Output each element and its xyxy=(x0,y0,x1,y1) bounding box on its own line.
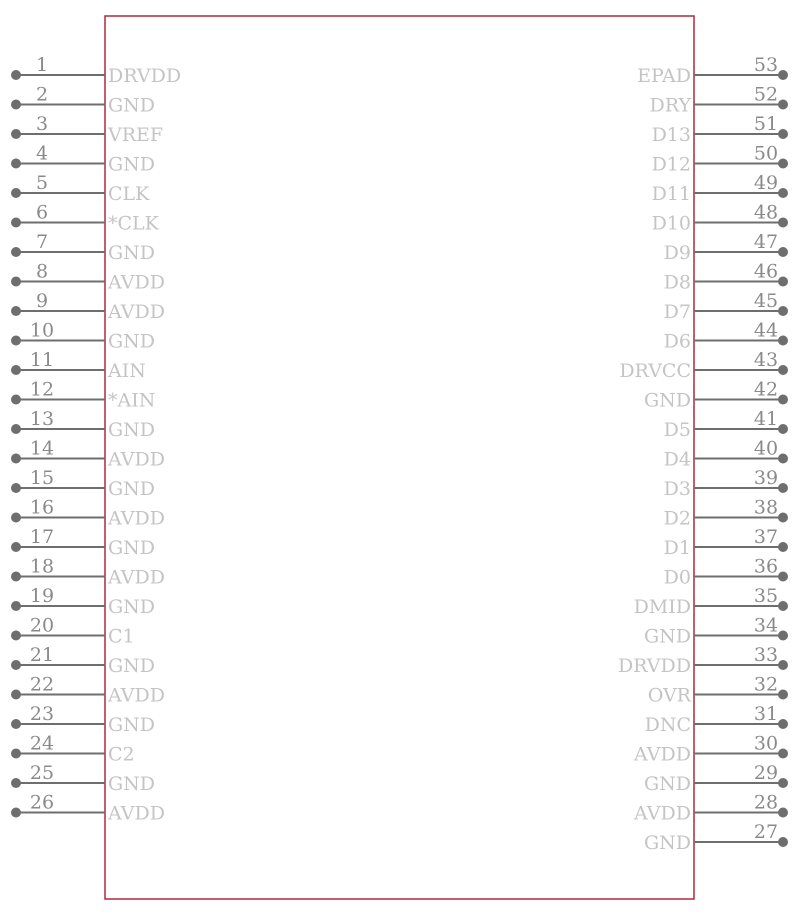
pin-number: 44 xyxy=(753,319,779,342)
pin-number: 47 xyxy=(753,231,779,253)
pin-39 xyxy=(664,467,788,500)
pin-endpoint-dot xyxy=(11,247,21,257)
pin-number: 13 xyxy=(29,408,55,430)
pin-name: GND xyxy=(108,537,156,559)
pin-endpoint-dot xyxy=(11,100,21,110)
pin-5 xyxy=(11,172,150,205)
pin-number: 18 xyxy=(29,555,55,578)
pin-endpoint-dot xyxy=(11,277,21,287)
pin-name: D13 xyxy=(651,124,691,146)
pin-4 xyxy=(11,143,155,176)
pin-36 xyxy=(664,556,788,589)
pin-endpoint-dot xyxy=(778,542,788,552)
pin-endpoint-dot xyxy=(778,601,788,611)
pin-endpoint-dot xyxy=(778,306,788,316)
pin-number: 15 xyxy=(29,467,55,489)
pin-endpoint-dot xyxy=(11,454,21,464)
pin-51 xyxy=(652,113,788,146)
pin-endpoint-dot xyxy=(778,159,788,169)
pin-number: 26 xyxy=(29,791,55,814)
pin-46 xyxy=(664,261,788,294)
pin-endpoint-dot xyxy=(778,100,788,110)
pin-endpoint-dot xyxy=(11,483,21,493)
pin-name: GND xyxy=(108,714,156,736)
pin-endpoint-dot xyxy=(11,218,21,228)
pin-name: EPAD xyxy=(637,65,691,87)
component-body-outline xyxy=(105,16,694,899)
pin-number: 43 xyxy=(753,349,779,371)
pin-name: VREF xyxy=(108,124,164,146)
pin-number: 34 xyxy=(753,614,779,637)
pin-name: GND xyxy=(643,832,691,854)
pin-name: GND xyxy=(108,596,156,618)
pin-48 xyxy=(652,202,788,235)
pin-name: GND xyxy=(108,419,156,441)
pin-endpoint-dot xyxy=(11,70,21,80)
pin-name: AIN xyxy=(108,360,146,382)
pin-31 xyxy=(645,703,788,736)
pin-name: GND xyxy=(108,773,156,795)
pin-6 xyxy=(11,202,160,235)
pin-endpoint-dot xyxy=(11,336,21,346)
pin-2 xyxy=(11,84,155,117)
pin-number: 4 xyxy=(35,142,49,165)
pin-name: DRVCC xyxy=(619,360,691,382)
pin-number: 8 xyxy=(35,260,49,283)
pin-name: D7 xyxy=(663,301,691,323)
pin-16 xyxy=(11,497,165,530)
pin-number: 25 xyxy=(29,762,55,784)
pin-name: AVDD xyxy=(108,507,165,530)
pin-name: AVDD xyxy=(634,802,691,825)
pin-endpoint-dot xyxy=(778,719,788,729)
pin-name: D9 xyxy=(663,242,691,264)
pin-endpoint-dot xyxy=(778,247,788,257)
pin-name: D4 xyxy=(663,448,691,471)
pin-52 xyxy=(650,84,789,117)
pin-endpoint-dot xyxy=(11,690,21,700)
pin-endpoint-dot xyxy=(778,808,788,818)
pin-23 xyxy=(11,703,155,736)
pin-name: AVDD xyxy=(108,271,165,294)
pin-name: D3 xyxy=(663,478,691,500)
pin-number: 40 xyxy=(753,437,779,460)
pin-1 xyxy=(11,54,181,87)
pin-name: GND xyxy=(643,389,691,412)
pin-name: DRVDD xyxy=(108,65,182,87)
pin-name: D10 xyxy=(651,212,691,235)
pin-34 xyxy=(644,615,788,648)
pin-number: 17 xyxy=(29,526,55,548)
pin-8 xyxy=(11,261,165,294)
pin-name: C2 xyxy=(108,743,135,766)
pin-endpoint-dot xyxy=(778,218,788,228)
pin-name: D11 xyxy=(651,183,691,205)
pin-15 xyxy=(11,467,155,500)
pin-number: 20 xyxy=(29,614,55,637)
pin-number: 6 xyxy=(35,201,49,224)
pin-19 xyxy=(11,585,155,618)
pin-number: 30 xyxy=(753,732,779,755)
pin-41 xyxy=(664,408,788,441)
pin-number: 28 xyxy=(753,791,779,814)
pin-18 xyxy=(11,556,165,589)
pin-13 xyxy=(11,408,155,441)
pin-endpoint-dot xyxy=(778,188,788,198)
pin-endpoint-dot xyxy=(778,483,788,493)
pin-number: 50 xyxy=(753,142,779,165)
pin-29 xyxy=(644,762,788,795)
pin-12 xyxy=(11,379,155,412)
pin-endpoint-dot xyxy=(11,159,21,169)
pin-22 xyxy=(11,674,165,707)
pin-name: GND xyxy=(108,242,156,264)
pin-name: D12 xyxy=(651,153,691,176)
pin-number: 19 xyxy=(29,585,55,607)
pin-number: 41 xyxy=(753,408,779,430)
pin-endpoint-dot xyxy=(11,542,21,552)
pin-number: 52 xyxy=(753,83,779,106)
pin-name: DNC xyxy=(644,714,691,736)
pin-endpoint-dot xyxy=(778,631,788,641)
pin-endpoint-dot xyxy=(778,513,788,523)
pin-45 xyxy=(664,290,788,323)
pin-name: GND xyxy=(643,773,691,795)
pin-number: 29 xyxy=(753,762,779,784)
pin-25 xyxy=(11,762,155,795)
pin-endpoint-dot xyxy=(11,601,21,611)
pin-name: GND xyxy=(108,330,156,353)
pin-endpoint-dot xyxy=(778,336,788,346)
pin-35 xyxy=(634,585,788,618)
pin-50 xyxy=(652,143,788,176)
pin-endpoint-dot xyxy=(11,365,21,375)
pin-name: OVR xyxy=(647,684,691,707)
pin-number: 2 xyxy=(35,83,49,106)
pin-endpoint-dot xyxy=(11,129,21,139)
pin-endpoint-dot xyxy=(11,778,21,788)
pin-number: 21 xyxy=(29,644,55,666)
pin-number: 31 xyxy=(753,703,779,725)
pin-endpoint-dot xyxy=(778,778,788,788)
pin-endpoint-dot xyxy=(11,808,21,818)
pin-name: GND xyxy=(108,655,156,677)
pin-number: 12 xyxy=(29,378,55,401)
pin-number: 27 xyxy=(753,821,779,843)
pin-number: 49 xyxy=(753,172,779,194)
left-pin-group xyxy=(11,54,181,825)
pin-name: D5 xyxy=(663,419,691,441)
pin-name: D1 xyxy=(663,537,691,559)
pin-endpoint-dot xyxy=(11,631,21,641)
pin-endpoint-dot xyxy=(778,572,788,582)
pin-name: AVDD xyxy=(108,802,165,825)
pin-name: DRY xyxy=(649,94,691,117)
pin-number: 10 xyxy=(29,319,55,342)
pin-endpoint-dot xyxy=(11,660,21,670)
pin-number: 37 xyxy=(753,526,779,548)
pin-number: 38 xyxy=(753,496,779,519)
pin-endpoint-dot xyxy=(11,188,21,198)
pin-number: 42 xyxy=(753,378,779,401)
pin-name: AVDD xyxy=(108,566,165,589)
pin-name: *CLK xyxy=(108,212,159,235)
pin-name: GND xyxy=(108,153,156,176)
pin-name: C1 xyxy=(108,625,135,648)
pin-endpoint-dot xyxy=(778,690,788,700)
pin-endpoint-dot xyxy=(778,424,788,434)
pin-endpoint-dot xyxy=(778,749,788,759)
pin-number: 11 xyxy=(29,349,55,371)
pin-38 xyxy=(664,497,788,530)
pin-endpoint-dot xyxy=(778,129,788,139)
pin-number: 53 xyxy=(753,54,779,76)
pin-name: GND xyxy=(643,625,691,648)
pin-20 xyxy=(11,615,135,648)
pin-number: 45 xyxy=(753,290,779,312)
pin-11 xyxy=(11,349,146,382)
pin-name: D0 xyxy=(663,566,691,589)
pin-endpoint-dot xyxy=(11,513,21,523)
pin-number: 35 xyxy=(753,585,779,607)
pin-name: DMID xyxy=(633,596,691,618)
pin-17 xyxy=(11,526,155,559)
pin-7 xyxy=(11,231,155,264)
pin-number: 7 xyxy=(35,231,49,253)
pin-number: 46 xyxy=(753,260,779,283)
pin-49 xyxy=(652,172,788,205)
pin-name: AVDD xyxy=(108,448,165,471)
pin-27 xyxy=(644,821,788,854)
pin-number: 33 xyxy=(753,644,779,666)
pin-number: 36 xyxy=(753,555,779,578)
pin-endpoint-dot xyxy=(11,424,21,434)
pin-number: 16 xyxy=(29,496,55,519)
pin-number: 9 xyxy=(35,290,49,312)
pin-name: D8 xyxy=(663,271,691,294)
pin-number: 51 xyxy=(753,113,779,135)
pin-endpoint-dot xyxy=(11,395,21,405)
pin-30 xyxy=(633,733,788,766)
pin-53 xyxy=(637,54,788,87)
pin-name: DRVDD xyxy=(617,655,691,677)
pin-name: AVDD xyxy=(108,684,165,707)
pin-endpoint-dot xyxy=(11,749,21,759)
pin-endpoint-dot xyxy=(778,365,788,375)
pin-number: 14 xyxy=(29,437,55,460)
pin-14 xyxy=(11,438,165,471)
pin-number: 48 xyxy=(753,201,779,224)
pin-28 xyxy=(633,792,788,825)
pin-number: 32 xyxy=(753,673,779,696)
pin-endpoint-dot xyxy=(778,454,788,464)
pin-endpoint-dot xyxy=(778,837,788,847)
pin-name: D6 xyxy=(663,330,691,353)
pin-21 xyxy=(11,644,155,677)
pin-name: GND xyxy=(108,94,156,117)
pin-3 xyxy=(11,113,163,146)
pin-10 xyxy=(11,320,155,353)
pin-name: *AIN xyxy=(108,389,156,412)
pin-26 xyxy=(11,792,165,825)
pin-endpoint-dot xyxy=(11,306,21,316)
pin-42 xyxy=(644,379,788,412)
pin-endpoint-dot xyxy=(11,572,21,582)
pin-number: 23 xyxy=(29,703,55,725)
pin-32 xyxy=(648,674,788,707)
pin-43 xyxy=(619,349,788,382)
pin-number: 1 xyxy=(35,54,49,76)
right-pin-group xyxy=(618,54,788,854)
pin-name: AVDD xyxy=(108,301,165,323)
pin-number: 22 xyxy=(29,673,55,696)
pin-number: 39 xyxy=(753,467,779,489)
pin-number: 3 xyxy=(35,113,49,135)
pin-47 xyxy=(664,231,788,264)
pin-number: 24 xyxy=(29,732,55,755)
pin-endpoint-dot xyxy=(11,719,21,729)
pin-name: GND xyxy=(108,478,156,500)
pin-number: 5 xyxy=(35,172,49,194)
pin-endpoint-dot xyxy=(778,395,788,405)
pin-24 xyxy=(11,733,135,766)
pin-endpoint-dot xyxy=(778,277,788,287)
pin-9 xyxy=(11,290,165,323)
pin-name: D2 xyxy=(663,507,691,530)
pin-name: AVDD xyxy=(634,743,691,766)
pin-endpoint-dot xyxy=(778,70,788,80)
pin-33 xyxy=(618,644,788,677)
pin-37 xyxy=(664,526,788,559)
pin-endpoint-dot xyxy=(778,660,788,670)
pin-40 xyxy=(664,438,788,471)
pin-44 xyxy=(664,320,788,353)
pin-name: CLK xyxy=(108,183,150,205)
